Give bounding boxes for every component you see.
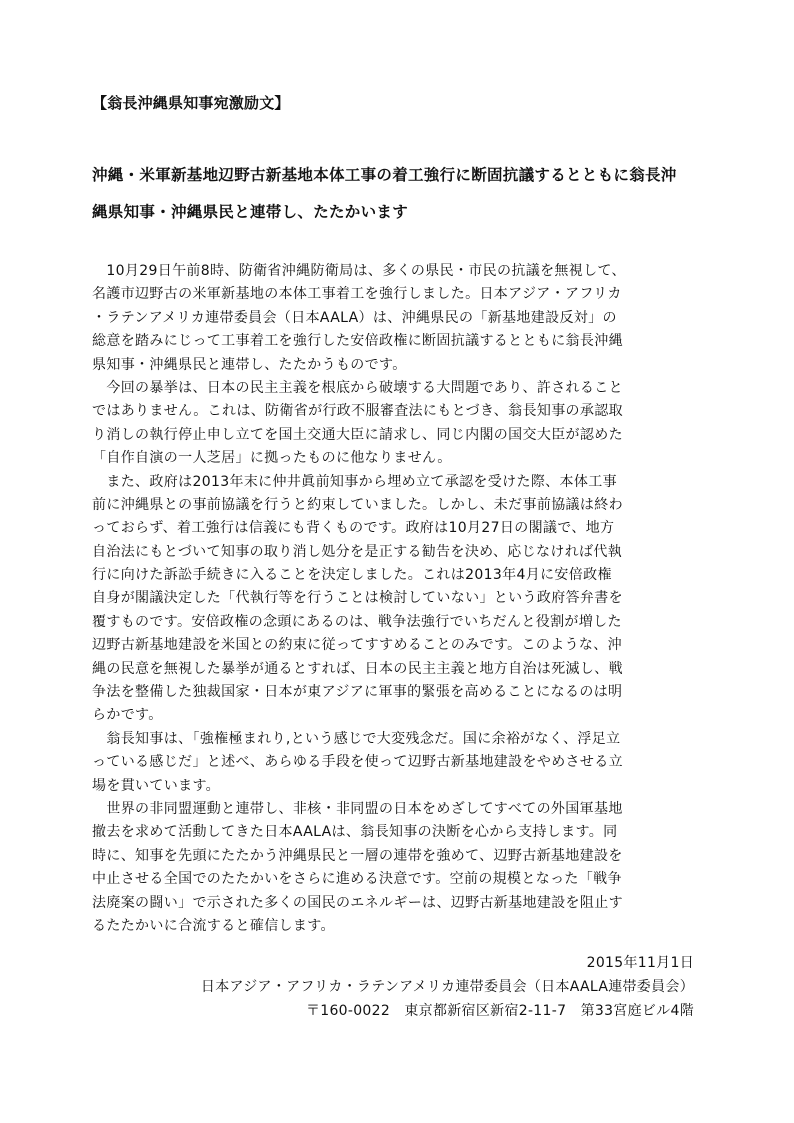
- date: 2015年11月1日: [586, 955, 694, 971]
- body-line: らかです。: [92, 707, 163, 724]
- body-line: 行に向けた訴訟手続きに入ることを決定しました。これは2013年4月に安倍政権: [92, 567, 612, 584]
- body-line: また、政府は2013年末に仲井眞前知事から埋め立て承認を受けた際、本体工事: [92, 473, 617, 490]
- body-line: 県知事・沖縄県民と連帯し、たたかうものです。: [92, 356, 407, 373]
- body-line: 総意を踏みにじって工事着工を強行した安倍政権に断固抗議するとともに翁長沖縄: [92, 333, 623, 350]
- body-text: [92, 260, 712, 938]
- signature-block: [201, 951, 694, 1023]
- body-line: るたたかいに合流すると確信します。: [92, 917, 335, 934]
- body-line: 自治法にもとづいて知事の取り消し処分を是正する勧告を決め、応じなければ代執: [92, 543, 623, 560]
- body-line: ・ラテンアメリカ連帯委員会（日本AALA）は、沖縄県民の「新基地建設反対」の: [92, 309, 617, 326]
- body-line: 10月29日午前8時、防衛省沖縄防衛局は、多くの県民・市民の抗議を無視して、: [92, 263, 626, 279]
- title-line-2: 縄県知事・沖縄県民と連帯し、たたかいます: [92, 203, 409, 221]
- body-line: 世界の非同盟運動と連帯し、非核・非同盟の日本をめざしてすべての外国軍基地: [92, 800, 623, 817]
- body-line: 覆すものです。安倍政権の念頭にあるのは、戦争法強行でいちだんと役割が増した: [92, 613, 622, 630]
- organization-name: 日本アジア・アフリカ・ラテンアメリカ連帯委員会（日本AALA連帯委員会）: [200, 979, 694, 995]
- body-line: り消しの執行停止申し立てを国土交通大臣に請求し、同じ内閣の国交大臣が認めた: [92, 426, 623, 443]
- body-line: 翁長知事は、「強権極まれり,という感じで大変残念だ。国に余裕がなく、浮足立: [92, 730, 621, 747]
- body-line: 「自作自演の一人芝居」に拠ったものに他なりません。: [92, 450, 452, 467]
- body-line: 辺野古新基地建設を米国との約束に従ってすすめることのみです。このような、沖: [92, 637, 622, 654]
- heading-label: 【翁長沖縄県知事宛激励文】: [92, 94, 290, 112]
- body-line: 縄の民意を無視した暴挙が通るとすれば、日本の民主主義と地方自治は死滅し、戦: [92, 660, 623, 677]
- body-line: 法廃案の闘い」で示された多くの国民のエネルギーは、辺野古新基地建設を阻止す: [92, 894, 623, 911]
- body-line: 今回の暴挙は、日本の民主主義を根底から破壊する大問題であり、許されること: [92, 379, 623, 396]
- body-line: っておらず、着工強行は信義にも背くものです。政府は10月27日の閣議で、地方: [92, 520, 615, 537]
- body-line: ではありません。これは、防衛省が行政不服審査法にもとづき、翁長知事の承認取: [92, 403, 623, 420]
- body-line: 場を貫いています。: [92, 777, 221, 794]
- body-line: 時に、知事を先頭にたたかう沖縄県民と一層の連帯を強めて、辺野古新基地建設を: [92, 847, 623, 864]
- title-line-1: 沖縄・米軍新基地辺野古新基地本体工事の着工強行に断固抗議するとともに翁長沖: [92, 166, 677, 184]
- body-line: 名護市辺野古の米軍新基地の本体工事着工を強行しました。日本アジア・アフリカ: [92, 286, 622, 303]
- address: 〒160-0022 東京都新宿区新宿2-11-7 第33宮庭ビル4階: [305, 1003, 694, 1019]
- body-line: 撤去を求めて活動してきた日本AALAは、翁長知事の決断を心から支持します。同: [92, 824, 618, 841]
- body-line: 争法を整備した独裁国家・日本が東アジアに軍事的緊張を高めることになるのは明: [92, 684, 623, 701]
- body-line: っている感じだ」と述べ、あらゆる手段を使って辺野古新基地建設をやめさせる立: [92, 754, 623, 771]
- body-line: 前に沖縄県との事前協議を行うと約束していました。しかし、未だ事前協議は終わ: [92, 496, 623, 513]
- body-line: 自身が閣議決定した「代執行等を行うことは検討していない」という政府答弁書を: [92, 590, 623, 607]
- body-line: 中止させる全国でのたたかいをさらに進める決意です。空前の規模となった「戦争: [92, 871, 622, 888]
